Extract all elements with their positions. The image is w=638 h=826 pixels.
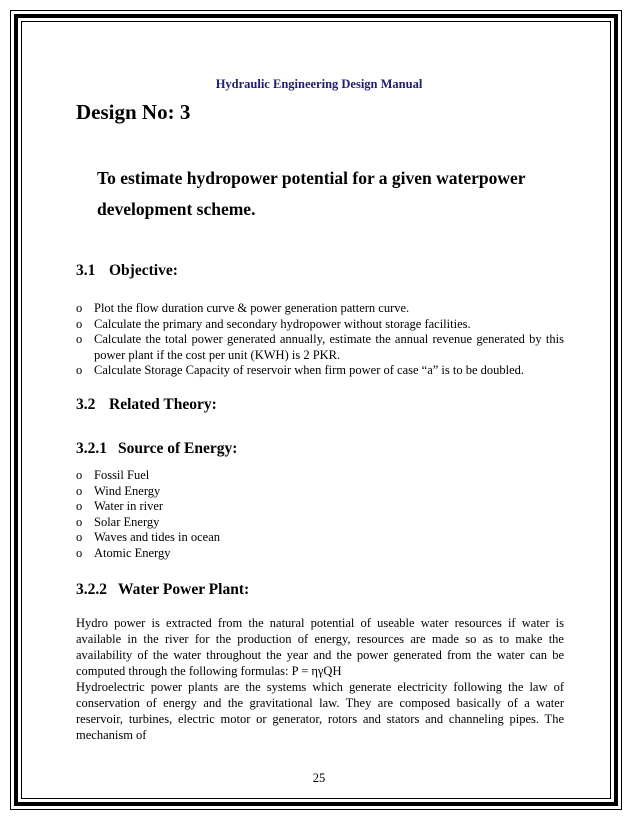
- section-3-2-1-heading: [76, 440, 237, 458]
- bullet-marker: o: [76, 483, 83, 498]
- section-number: 3.2: [76, 396, 96, 413]
- bullet-marker: o: [76, 332, 83, 346]
- list-item: o Solar Energy: [76, 514, 160, 529]
- list-item: o Calculate the total power generated annually, estimate the annual revenue generated by this power plant if the cost per unit (KWH) is 2 PKR.: [76, 332, 564, 362]
- section-3-2-2-heading: [76, 581, 249, 599]
- section-number: 3.1: [76, 262, 96, 279]
- bullet-marker: o: [76, 499, 83, 513]
- design-aim: To estimate hydropower potential for a given waterpower development scheme.: [97, 168, 526, 219]
- paragraph-hydro-power: Hydro power is extracted from the natural potential of useable water resources if water is available in the river for the production of energy, resources are made so as to make the availability of the water throughout the year and the power generated from the water can be computed through the following formulas: P = ηγQH: [76, 616, 564, 678]
- section-title: Related Theory:: [109, 396, 217, 413]
- paragraph-hydroelectric-plants: Hydroelectric power plants are the systems which generate electricity following the law of conservation of energy and the gravitational law. They are composed basically of a water reservoir, turbines, electric motor or generator, rotors and stators and channeling pipes. The mechanism of: [76, 680, 564, 742]
- section-number: 3.2.1: [76, 440, 107, 457]
- section-title: Water Power Plant:: [118, 581, 250, 598]
- bullet-marker: o: [76, 545, 83, 560]
- bullet-marker: o: [76, 530, 83, 544]
- bullet-marker: o: [76, 301, 83, 315]
- energy-sources-list: [76, 468, 564, 561]
- section-title: Objective:: [109, 262, 178, 279]
- bullet-marker: o: [76, 316, 83, 331]
- list-item: o Plot the flow duration curve & power generation pattern curve.: [76, 301, 410, 315]
- list-item: o Waves and tides in ocean: [76, 530, 221, 544]
- section-3-2-heading: [76, 396, 217, 414]
- bullet-marker: o: [76, 514, 83, 529]
- bullet-marker: o: [76, 468, 83, 482]
- running-header: Hydraulic Engineering Design Manual: [215, 77, 423, 91]
- list-item: o Calculate the primary and secondary hydropower without storage facilities.: [76, 316, 471, 331]
- list-item: o Wind Energy: [76, 483, 161, 498]
- objective-list: [76, 301, 564, 379]
- list-item: o Atomic Energy: [76, 545, 171, 560]
- bullet-marker: o: [76, 363, 83, 377]
- page-number: 25: [312, 771, 326, 785]
- list-item: o Calculate Storage Capacity of reservoir when firm power of case “a” is to be doubled.: [76, 363, 525, 377]
- list-item: o Fossil Fuel: [76, 468, 150, 482]
- list-item: o Water in river: [76, 499, 164, 513]
- section-3-1-heading: [76, 262, 178, 280]
- section-title: Source of Energy:: [118, 440, 238, 457]
- section-number: 3.2.2: [76, 581, 107, 598]
- design-number-title: Design No: 3: [76, 100, 191, 124]
